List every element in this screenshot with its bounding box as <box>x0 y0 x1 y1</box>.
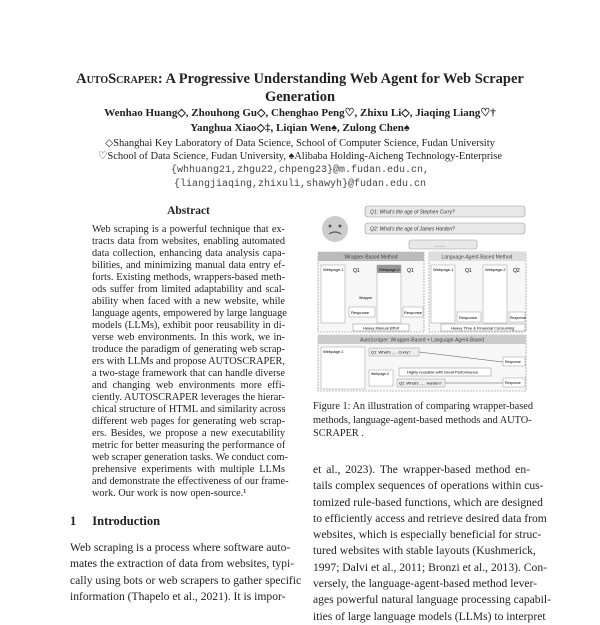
title-text: : A Progressive Understanding Web Agent for Web Scraper <box>157 71 524 87</box>
text-line: websites, which is especially beneficial for struc- <box>313 528 542 542</box>
text-line: information (Thapelo et al., 2021). It is impor- <box>70 589 286 603</box>
intro-heading <box>70 514 160 529</box>
title-system-name: AutoScraper <box>76 71 158 87</box>
text-line: SCRAPER . <box>313 428 364 439</box>
text-line: mates the extraction of data from websites, typi- <box>70 557 295 571</box>
text-line: troduce the paradigm of generating web scrap- <box>92 344 285 355</box>
fig-webpage-label: Webpage-2 <box>485 267 506 272</box>
title-line-2: Generation <box>264 89 336 105</box>
text-line: ods suffer from limited adaptability and scal- <box>92 284 285 295</box>
text-line: tomized rule-based functions, which are designed <box>313 495 543 509</box>
text-line: language agents, empowered by large language <box>92 308 287 319</box>
fig-ellipsis: …… <box>435 242 445 249</box>
text-line: tails complex sequences of operations within cus- <box>313 479 544 493</box>
fig-response: Response <box>505 360 521 364</box>
fig-webpage-label: Webpage-2 <box>371 372 390 376</box>
fig-webpage-label: Webpage-1 <box>323 349 344 354</box>
thinking-face-icon <box>322 216 348 242</box>
fig-webpage-label: Webpage-2 <box>379 267 400 272</box>
text-line: ers with LLMs and propose AUTOSCRAPER, <box>92 356 285 367</box>
fig-auto-title: AutoScraper: Wrapper-Based + Language-Agent-Based <box>359 337 485 344</box>
text-line: methods, language-agent-based methods and AUTO- <box>313 414 532 426</box>
fig-wrapper-cost: Heavy Manual Effort <box>363 325 400 331</box>
fig-agent-cost: Heavy Time & Financial Consuming <box>451 325 515 331</box>
fig-wrapper-title: Wrapper-Based Method <box>344 254 398 261</box>
emails <box>40 164 560 192</box>
fig-q-label: Q2 <box>513 268 520 274</box>
right-column-body <box>313 462 551 625</box>
text-line: metric for better measuring the performance of <box>92 440 286 451</box>
fig-q-label: Q1 <box>465 268 472 274</box>
text-line: a two-stage framework that can handle diverse <box>92 368 285 379</box>
text-line: bilities, and minimizing manual data entry ef- <box>92 260 285 271</box>
text-line: ciently. AUTOSCRAPER leverages the hierar- <box>92 392 285 403</box>
text-line: web scraper generation tasks. We conduct com- <box>92 452 288 463</box>
fig-response: Response <box>404 310 423 315</box>
text-line: and demonstrate the effectiveness of our frame- <box>92 476 289 487</box>
figure-caption <box>313 400 533 441</box>
fig-wrapper-label: Wrapper <box>359 296 373 300</box>
email: {whhuang21,zhgu22,chpeng23}@m.fudan.edu.cn, <box>170 165 430 176</box>
fig-webpage-label: Webpage-1 <box>323 267 344 272</box>
text-line: cally using bots or web scrapers to gather specific <box>70 573 302 587</box>
authors-line: Wenhao Huang◇, Zhouhong Gu◇, Chenghao Peng♡, Zhixu Li◇, Jiaqing Liang♡† <box>104 107 496 119</box>
fig-q-label: Q1 <box>407 268 414 274</box>
text-line: models (LLMs), exhibit poor reusability in di- <box>92 320 285 331</box>
affiliations <box>40 137 560 163</box>
authors <box>40 106 560 136</box>
section-number: 1 <box>70 514 77 528</box>
text-line: to efficiently access and retrieve desired data from <box>313 511 547 525</box>
text-line: 1997; Dalvi et al., 2011; Bronzi et al., 2013). Con- <box>313 560 547 574</box>
abstract-body <box>92 224 289 500</box>
text-line: versely, the language-agent-based method lever- <box>313 577 538 591</box>
text-line: ages powerful natural language processing capabil- <box>313 593 551 607</box>
fig-q1: Q1: What's the age of Stephen Curry? <box>370 209 455 216</box>
fig-webpage-label: Webpage-1 <box>433 267 454 272</box>
text-line: ers. Besides, we propose a new executability <box>92 428 285 439</box>
text-line: work. Our work is now open-source.¹ <box>92 488 247 499</box>
text-line: tracts data from websites, enabling automated <box>92 236 285 247</box>
text-line: ities of large language models (LLMs) to interpret <box>313 609 546 623</box>
fig-response: Response <box>351 310 370 315</box>
fig-reusable: Highly reusable with Great Performance <box>407 369 478 375</box>
authors-line: Yanghua Xiao◇‡, Liqian Wen♠, Zulong Chen♠ <box>190 122 410 134</box>
text-line: different web pages for generating web scrap- <box>92 416 285 427</box>
abstract-heading: Abstract <box>167 205 210 217</box>
text-line: forts. Existing methods, wrappers-based meth- <box>92 272 285 283</box>
fig-response: Response <box>505 381 521 385</box>
text-line: chical structure of HTML and similarity across <box>92 404 286 415</box>
fig-auto-q2: Q2: What's ..... Harden? <box>399 380 442 386</box>
text-line: tured websites with stable layouts (Kushmerick, <box>313 544 536 558</box>
fig-q-label: Q1 <box>353 268 360 274</box>
email: {liangjiaqing,zhixuli,shawyh}@fudan.edu.cn <box>173 179 427 190</box>
section-title: Introduction <box>92 514 161 528</box>
fig-response: Response <box>510 316 526 320</box>
text-line: Figure 1: An illustration of comparing wrapper-based <box>313 401 533 412</box>
fig-auto-q1: Q1: What's ..... Curry? <box>371 349 411 355</box>
text-line: Web scraping is a powerful technique that ex- <box>92 224 285 235</box>
figure-1 <box>313 202 530 395</box>
text-line: verse web environments. In this work, we in- <box>92 332 285 343</box>
fig-q2: Q2: What's the age of James Harden? <box>370 226 455 233</box>
text-line: data collection, enhancing data analysis capa- <box>92 248 285 259</box>
fig-agent-title: Language-Agent-Based Method <box>441 254 513 261</box>
text-line: ability when faced with a new website, while <box>92 296 285 307</box>
paper-title <box>40 70 560 106</box>
text-line: Web scraping is a process where software auto- <box>70 541 291 554</box>
fig-response: Response <box>459 315 478 320</box>
text-line: and changing web environments more effi- <box>92 380 285 391</box>
affiliation: ♡School of Data Science, Fudan University, ♠Alibaba Holding-Aicheng Technology-Enterprise <box>97 151 503 162</box>
intro-body <box>70 540 302 605</box>
text-line: et al., 2023). The wrapper-based method en- <box>313 463 530 476</box>
text-line: prehensive experiments with multiple LLMs <box>92 464 285 475</box>
affiliation: ◇Shanghai Key Laboratory of Data Science, School of Computer Science, Fudan University <box>105 138 495 149</box>
